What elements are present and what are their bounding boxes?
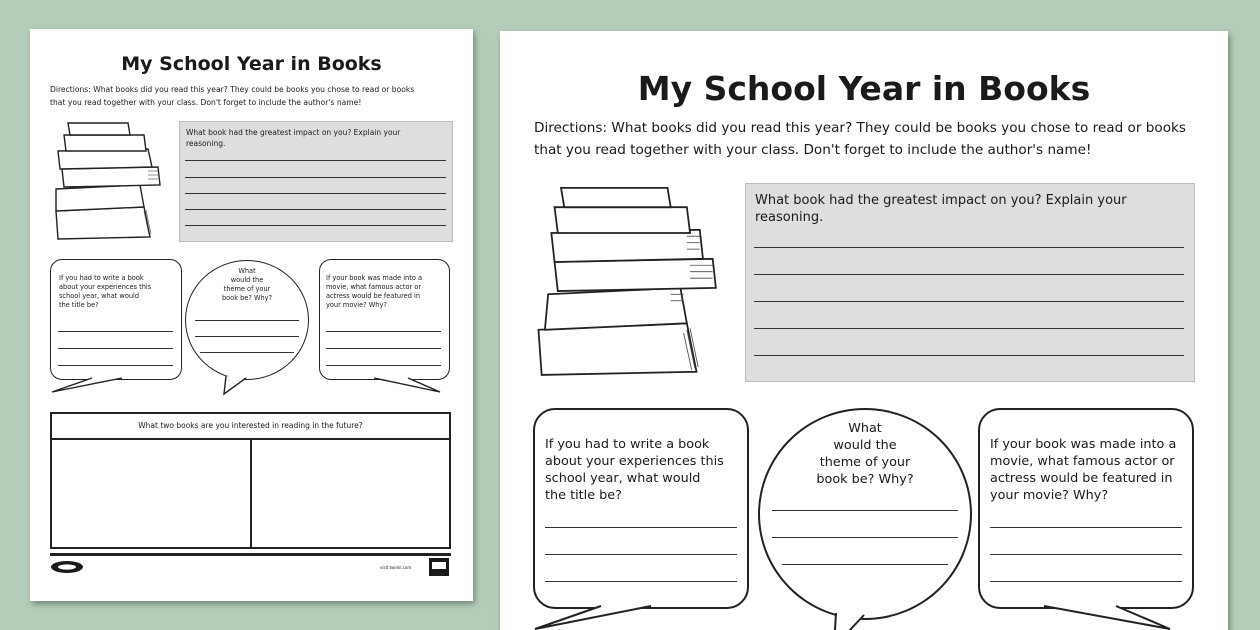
title-question-line: If you had to write a book [59, 274, 144, 282]
badge-logo [428, 557, 450, 577]
title-question-line: about your experiences this [545, 454, 724, 469]
directions [534, 117, 1186, 161]
actor-question [990, 436, 1176, 504]
title-question-line: the title be? [59, 301, 99, 309]
impact-question-line-2: reasoning. [186, 139, 226, 148]
theme-question [760, 420, 970, 488]
impact-answer-box[interactable] [745, 183, 1195, 382]
answer-line [990, 581, 1182, 582]
bubble-tail [533, 601, 663, 630]
actor-question-line: If your book was made into a [990, 437, 1177, 452]
future-books-question: What two books are you interested in reading in the future? [52, 414, 449, 440]
title-question-line: school year, what would [545, 471, 701, 486]
worksheet-thumbnail [30, 29, 473, 601]
answer-line [326, 365, 441, 366]
directions-line-1: Directions: What books did you read this year? They could be books you chose to read or books [534, 120, 1186, 136]
answer-line [545, 527, 737, 528]
table-divider [250, 440, 252, 547]
answer-line [754, 274, 1184, 275]
bubble-tail [50, 375, 130, 395]
answer-line [545, 581, 737, 582]
title-speech-bubble[interactable] [50, 259, 182, 380]
answer-line [185, 225, 446, 226]
theme-question-line: would the [833, 438, 897, 453]
bubble-tail [1040, 601, 1180, 630]
title-question-line: the title be? [545, 488, 622, 503]
impact-question [755, 192, 1127, 226]
answer-line [782, 564, 948, 565]
answer-line [545, 554, 737, 555]
actor-speech-bubble[interactable] [978, 408, 1194, 609]
directions [50, 83, 414, 109]
answer-line [754, 328, 1184, 329]
theme-question-line: would the [230, 276, 264, 284]
bubble-tail [220, 374, 260, 398]
title-speech-bubble[interactable] [533, 408, 749, 609]
answer-line [990, 554, 1182, 555]
page-title: My School Year in Books [637, 69, 1091, 108]
bubble-tail [830, 611, 880, 630]
answer-line [58, 348, 173, 349]
actor-speech-bubble[interactable] [319, 259, 450, 380]
twinkl-logo [50, 559, 86, 575]
answer-line [200, 352, 294, 353]
footer-bar [50, 553, 451, 556]
actor-question-line: your movie? Why? [990, 488, 1109, 503]
theme-question-line: book be? Why? [816, 472, 914, 487]
actor-question-line: actress would be featured in [326, 292, 420, 300]
theme-thought-bubble[interactable] [185, 260, 309, 380]
answer-line [58, 331, 173, 332]
answer-line [772, 537, 958, 538]
answer-line [326, 348, 441, 349]
answer-line [754, 355, 1184, 356]
answer-line [754, 247, 1184, 248]
impact-question-line-1: What book had the greatest impact on you? Explain your [186, 128, 401, 137]
theme-question-line: theme of your [819, 455, 911, 470]
actor-question-line: your movie? Why? [326, 301, 387, 309]
answer-line [185, 193, 446, 194]
theme-question-line: What [238, 267, 256, 275]
title-question-line: If you had to write a book [545, 437, 710, 452]
title-question [545, 436, 724, 504]
actor-question-line: actress would be featured in [990, 471, 1173, 486]
directions-line-2: that you read together with your class. Don't forget to include the author's name! [534, 142, 1092, 158]
impact-answer-box[interactable] [179, 121, 453, 242]
directions-line-2: that you read together with your class. Don't forget to include the author's name! [50, 98, 362, 107]
answer-line [990, 527, 1182, 528]
impact-question [186, 127, 400, 149]
worksheet-zoomed [500, 31, 1228, 630]
actor-question-line: movie, what famous actor or [990, 454, 1175, 469]
actor-question [326, 274, 422, 310]
title-question-line: about your experiences this [59, 283, 152, 291]
answer-line [195, 320, 299, 321]
theme-question [186, 267, 308, 303]
answer-line [185, 177, 446, 178]
title-question [59, 274, 151, 310]
answer-line [185, 209, 446, 210]
answer-line [195, 336, 299, 337]
future-books-table [50, 412, 451, 549]
actor-question-line: movie, what famous actor or [326, 283, 422, 291]
directions-line-1: Directions: What books did you read this year? They could be books you chose to read or books [50, 85, 415, 94]
theme-thought-bubble[interactable] [758, 408, 972, 620]
answer-line [58, 365, 173, 366]
book-stack-illustration [48, 121, 172, 243]
footer-url: visit twinkl.com [380, 565, 412, 570]
theme-question-line: book be? Why? [221, 294, 273, 302]
answer-line [326, 331, 441, 332]
impact-question-line-1: What book had the greatest impact on you? Explain your [755, 193, 1127, 208]
page-title: My School Year in Books [121, 53, 382, 75]
answer-line [772, 510, 958, 511]
bubble-tail [370, 375, 450, 395]
book-stack-illustration [532, 183, 732, 383]
answer-line [185, 160, 446, 161]
title-question-line: school year, what would [59, 292, 140, 300]
theme-question-line: theme of your [223, 285, 271, 293]
impact-question-line-2: reasoning. [755, 210, 824, 225]
actor-question-line: If your book was made into a [326, 274, 422, 282]
theme-question-line: What [848, 421, 882, 436]
answer-line [754, 301, 1184, 302]
